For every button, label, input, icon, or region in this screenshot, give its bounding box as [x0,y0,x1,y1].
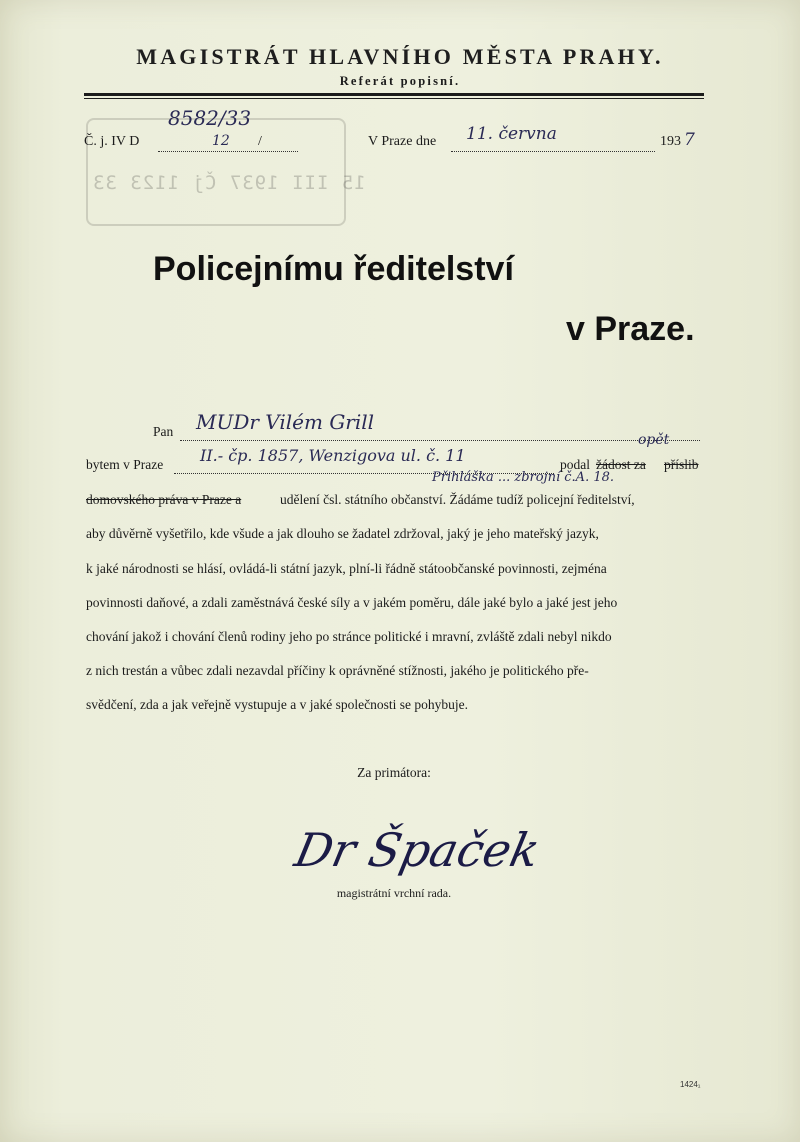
handwritten-signature: Dr Špaček [290,823,545,877]
podal-insert: opět [638,432,670,448]
year-printed: 193 [660,134,681,149]
cj-label: Č. j. IV D [84,134,140,149]
body-line-4: povinnosti daňové, a zdali zaměstnává české síly a v jakém poměru, dále jaké bylo a jaké jest jeho [86,595,618,610]
header-title: MAGISTRÁT HLAVNÍHO MĚSTA PRAHY. [136,44,664,69]
bytem-label: bytem v Praze [86,457,164,472]
header-rule-thin [84,98,704,99]
body-line-5: chování jakož i chování členů rodiny jeho po stránce politické i mravní, zvláště zdali nebyl nikdo [86,629,612,644]
body-line-1: udělení čsl. státního občanství. Žádáme tudíž policejní ředitelství, [280,492,635,507]
date-dotted-line [451,150,655,152]
struck-domovskeho: domovského práva v Praze a [86,492,242,507]
applicant-name: MUDr Vilém Grill [196,410,375,434]
header-rule-thick [84,93,704,96]
cj-slash: / [258,134,262,149]
receipt-stamp-text: 15 III 1937 Čj 1123 33 [92,172,366,194]
addressee-line2: v Praze. [566,310,695,348]
addressee-line1: Policejnímu ředitelství [153,250,514,288]
date-handwritten: 11. června [466,124,557,144]
cj-handwritten-top: 8582/33 [168,106,252,130]
body-line-6: z nich trestán a vůbec zdali nezavdal příčiny k oprávněné stížnosti, jakého je politického pře- [86,663,589,678]
body-line-2: aby důvěrně vyšetřilo, kde všude a jak dlouho se žadatel zdržoval, jaký je jeho mateřský jazyk, [86,526,599,541]
applicant-address: II.- čp. 1857, Wenzigova ul. č. 11 [200,446,466,465]
pan-label: Pan [153,424,174,439]
place-date-label: V Praze dne [368,134,437,149]
struck-zadost: žádost za [596,457,646,472]
podal-label: podal [560,457,590,472]
form-number: 1424₁ [680,1080,701,1089]
year-handwritten: 7 [684,130,695,150]
struck-prislib: příslib [664,457,699,472]
za-primatora-label: Za primátora: [357,765,431,780]
signature-title: magistrátní vrchní rada. [336,886,452,900]
handwritten-insert: Přihláška ... zbrojní č.A. 18. [432,470,615,485]
header-subtitle: Referát popisní. [339,74,461,88]
cj-handwritten-line: 12 [212,133,230,149]
body-line-7: svědčení, zda a jak veřejně vystupuje a v jaké společnosti se pohybuje. [86,697,469,712]
body-line-3: k jaké národnosti se hlásí, ovládá-li státní jazyk, plní-li řádně státoobčanské povinnosti, zejména [86,561,607,576]
cj-dotted-line [158,150,298,152]
pan-dotted-line [180,439,700,441]
